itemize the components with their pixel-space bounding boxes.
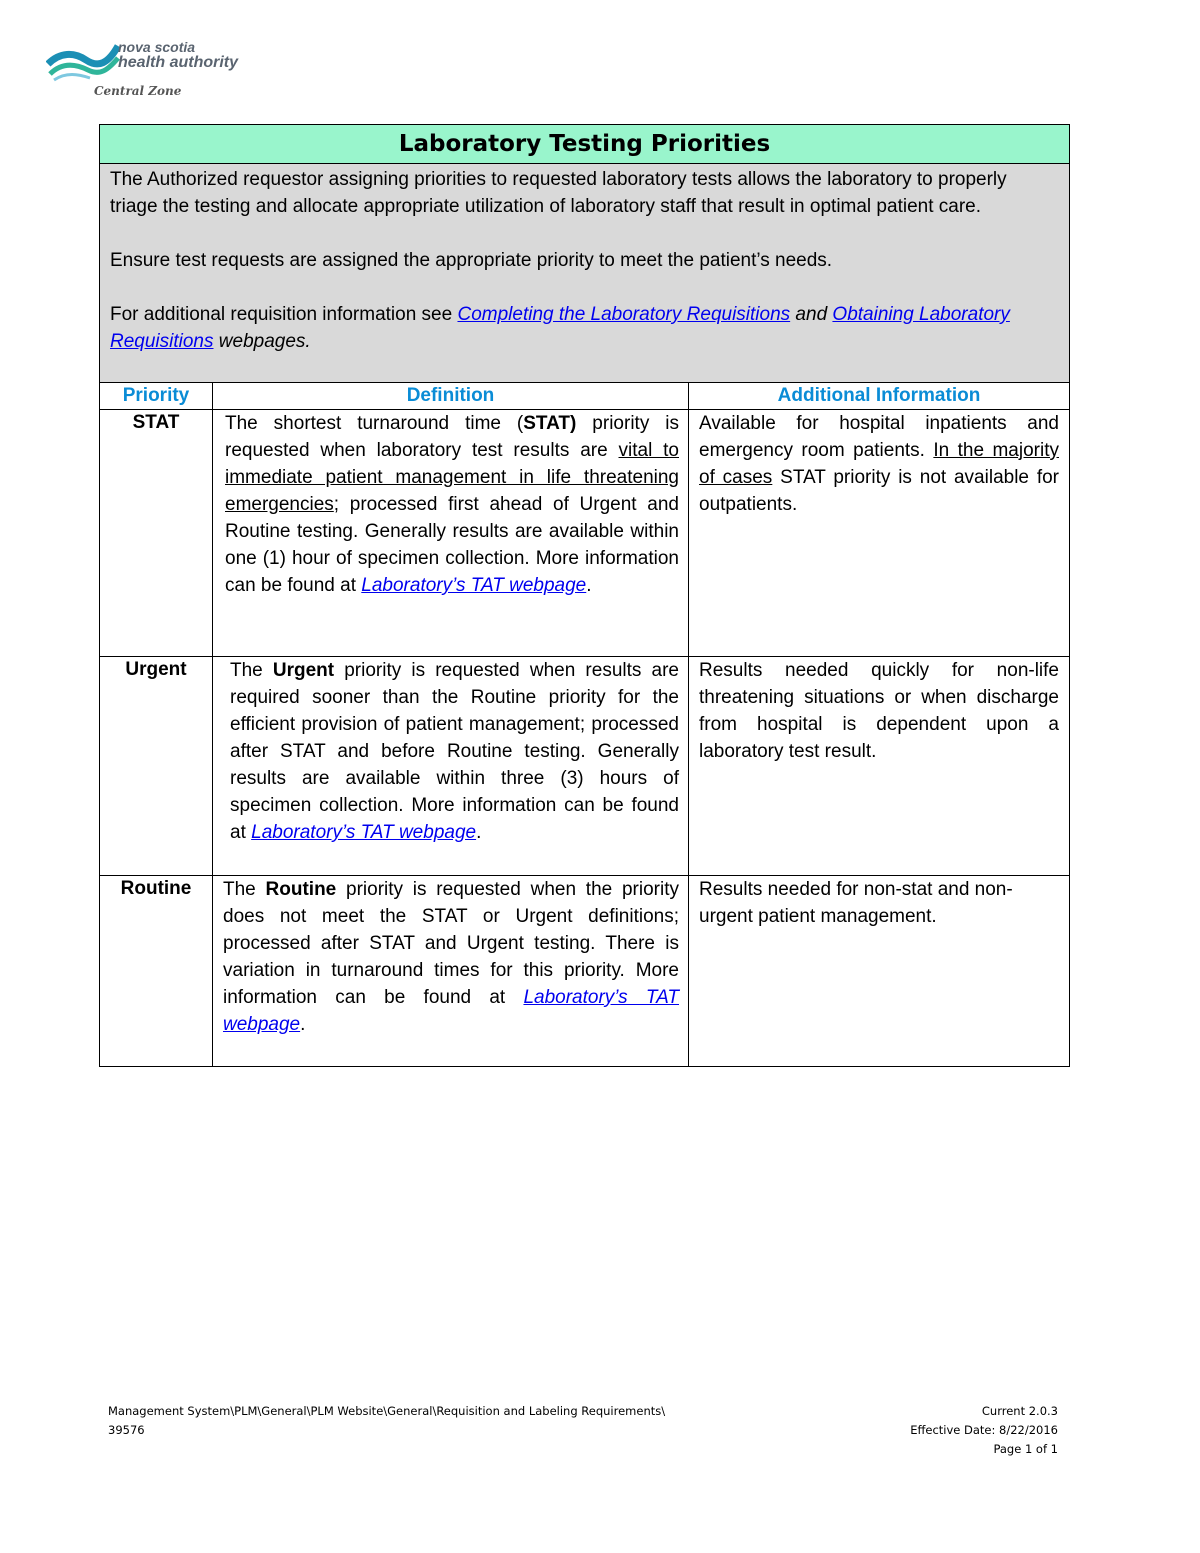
tat-webpage-link[interactable]: Laboratory’s TAT webpage [361,575,587,596]
def-underline: vital to immediate patient management in life threatening emergencies [225,440,679,515]
def-bold: Routine [265,879,337,900]
zone-label: Central Zone [94,84,182,98]
add-text: Available for hospital inpatients and emergency room patients. [699,413,1059,461]
def-text: . [476,822,482,843]
def-text: priority is requested when laboratory test results are [225,413,679,461]
footer-current: Current 2.0.3 [981,1404,1058,1418]
def-text: The shortest turnaround time ( [225,413,524,434]
column-header-priority: Priority [100,383,213,410]
intro-p3-and: and [790,304,833,325]
def-text: priority is requested when results are required sooner than the Routine priority for the efficient provision of patient management; processed after STAT and before Routine testing. Generally results are available within three (3) hours of specimen collection. More information can be found at [230,660,679,843]
add-underline: In the majority of cases [699,440,1059,488]
logo-line2: health authority [118,54,239,71]
intro-paragraph-3 [110,301,1059,355]
logo-text [118,40,238,70]
def-bold: STAT) [523,413,577,434]
additional-cell [689,410,1070,657]
def-text: priority is requested when the priority does not meet the STAT or Urgent definitions; processed after STAT and Urgent testing. There is variation in turnaround times for this priority. More information can be found at [223,879,679,1008]
column-header-additional: Additional Information [689,383,1070,410]
footer-left [108,1402,665,1440]
footer-path: Management System\PLM\General\PLM Website\General\Requisition and Labeling Requirements\ [108,1404,666,1418]
priority-cell: Urgent [100,657,213,876]
table-row-stat [100,410,1070,657]
def-bold: Urgent [272,660,335,681]
table-row-routine [100,876,1070,1067]
priority-cell: STAT [100,410,213,657]
footer-effective-date: Effective Date: 8/22/2016 [910,1423,1058,1437]
intro-section [100,164,1070,383]
add-text: STAT priority is not available for outpatients. [699,467,1059,515]
def-text: The [223,879,266,900]
intro-paragraph-2: Ensure test requests are assigned the appropriate priority to meet the patient’s needs. [110,250,833,271]
additional-cell: Results needed quickly for non-life threatening situations or when discharge from hospital is dependent upon a laboratory test result. [689,657,1070,876]
def-text: The [230,660,273,681]
footer-id: 39576 [108,1423,145,1437]
tat-webpage-link[interactable]: Laboratory’s TAT webpage [251,822,477,843]
additional-cell: Results needed for non-stat and non-urgent patient management. [689,876,1070,1067]
def-text: . [300,1014,306,1035]
completing-requisitions-link[interactable]: Completing the Laboratory Requisitions [457,304,791,325]
footer-page: Page 1 of 1 [993,1442,1058,1456]
def-text: ; processed first ahead of Urgent and Routine testing. Generally results are available within one (1) hour of specimen collection. More information can be found at [225,494,679,596]
priorities-table [99,124,1070,1067]
intro-p3-prefix: For additional requisition information see [110,304,458,325]
logo-line1: nova scotia [118,39,196,55]
def-text: . [586,575,592,596]
priority-cell: Routine [100,876,213,1067]
page-title: Laboratory Testing Priorities [100,125,1070,164]
column-header-definition: Definition [213,383,689,410]
intro-p3-suffix: webpages. [213,331,311,352]
table-row-urgent [100,657,1070,876]
definition-cell [213,876,689,1067]
wave-logo-icon [46,34,120,84]
tat-webpage-link[interactable]: Laboratory’s TAT webpage [223,987,679,1035]
footer-right [910,1402,1058,1459]
obtaining-requisitions-link[interactable]: Obtaining Laboratory Requisitions [110,304,1010,352]
definition-cell [213,657,689,876]
definition-cell [213,410,689,657]
intro-paragraph-1: The Authorized requestor assigning priorities to requested laboratory tests allows the laboratory to properly triage the testing and allocate appropriate utilization of laboratory staff that result in optimal patient care. [110,169,1007,217]
